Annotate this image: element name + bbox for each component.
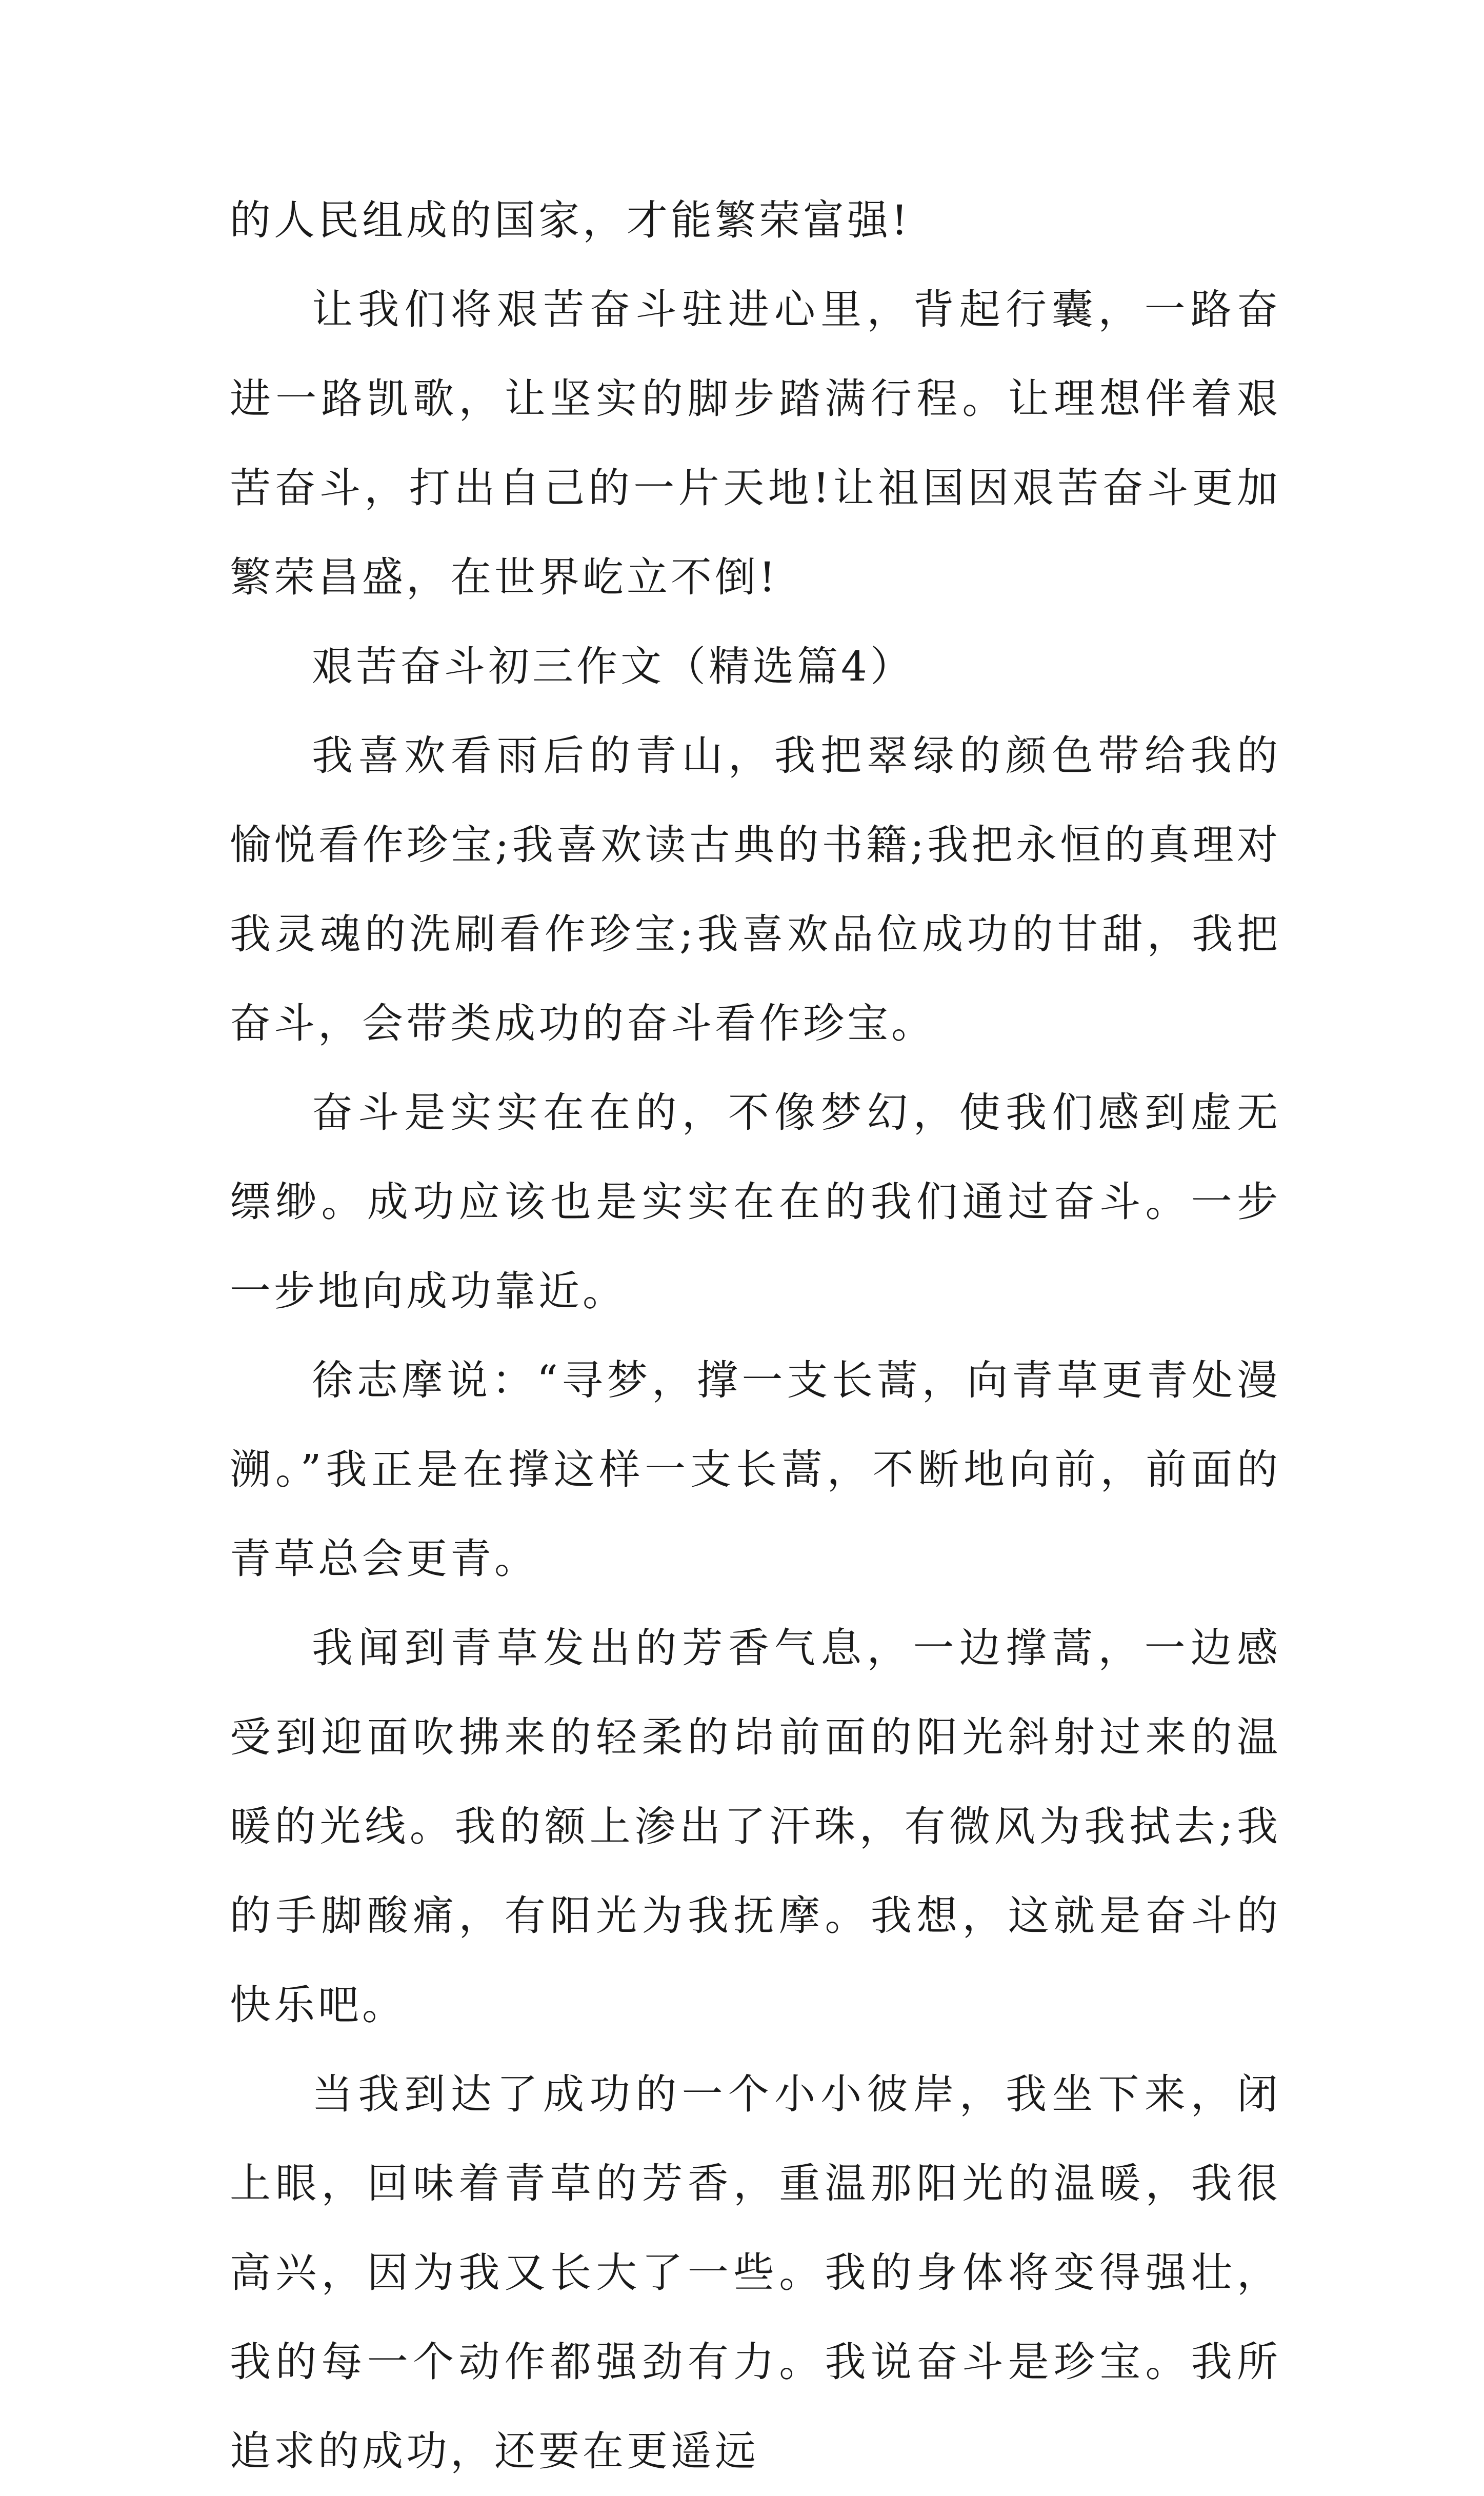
section-heading: 艰苦奋斗初三作文（精选篇4） <box>312 643 914 690</box>
paragraph: 徐志摩说：“寻梦，撑一支长蒿，向青草更青处漫溯。”我正是在撑这样一支长蒿，不断地向前，前面的青草总会更青。 <box>230 1356 1281 1583</box>
paragraph: 我喜欢看雨后的青山，我把翠绿的颜色带给我的愉悦看作珍宝;我喜欢读古典的书籍;我把永恒的真理对我灵魂的洗刷看作珍宝;我喜欢品位成功的甘甜，我把奋斗，会带类成功的奋斗看作珍宝。 <box>230 732 1281 1047</box>
paragraph: 我闻到青草发出的芳香气息，一边撑蒿，一边感受到迎面吹拂来的轻柔的岇前面的阳光斜射过来的温暖的光线。我的额上渗出了汗珠，有微风为我拭去;我的手脚酸痛，有阳光为我抚摩。我想，这就是奋斗的快乐吧。 <box>230 1624 1281 2029</box>
paragraph-continuation: 的人民组成的国家，才能繁荣富强! <box>230 196 911 244</box>
paragraph: 奋斗是实实在在的，不像梦幻，使我们感到虚无缥缈。成功应该也是实实在在的我们通过奋斗。一步一步地向成功靠近。 <box>230 1089 1281 1315</box>
document-body <box>230 176 1281 2496</box>
paragraph: 当我到达了成功的一个小小彼岸，我坐下来，闭上眼，回味着青草的芳香，重温那阳光的温暖，我很高兴，因为我又长大了一些。我的身体将变得强壮，我的每一个动作都强劲有力。我说奋斗是珍宝。我所追求的成功，还要在更遥远 <box>230 2070 1281 2475</box>
paragraph-closing: 让我们将艰苦奋斗驻进心里，背起行囊，一路奋进一路凯歌，让坚实的脚步踏满行程。让理想伴着艰苦奋斗，打出自己的一片天地!让祖国因艰苦奋斗更加繁荣昌盛，在世界屹立不倒! <box>230 286 1281 601</box>
